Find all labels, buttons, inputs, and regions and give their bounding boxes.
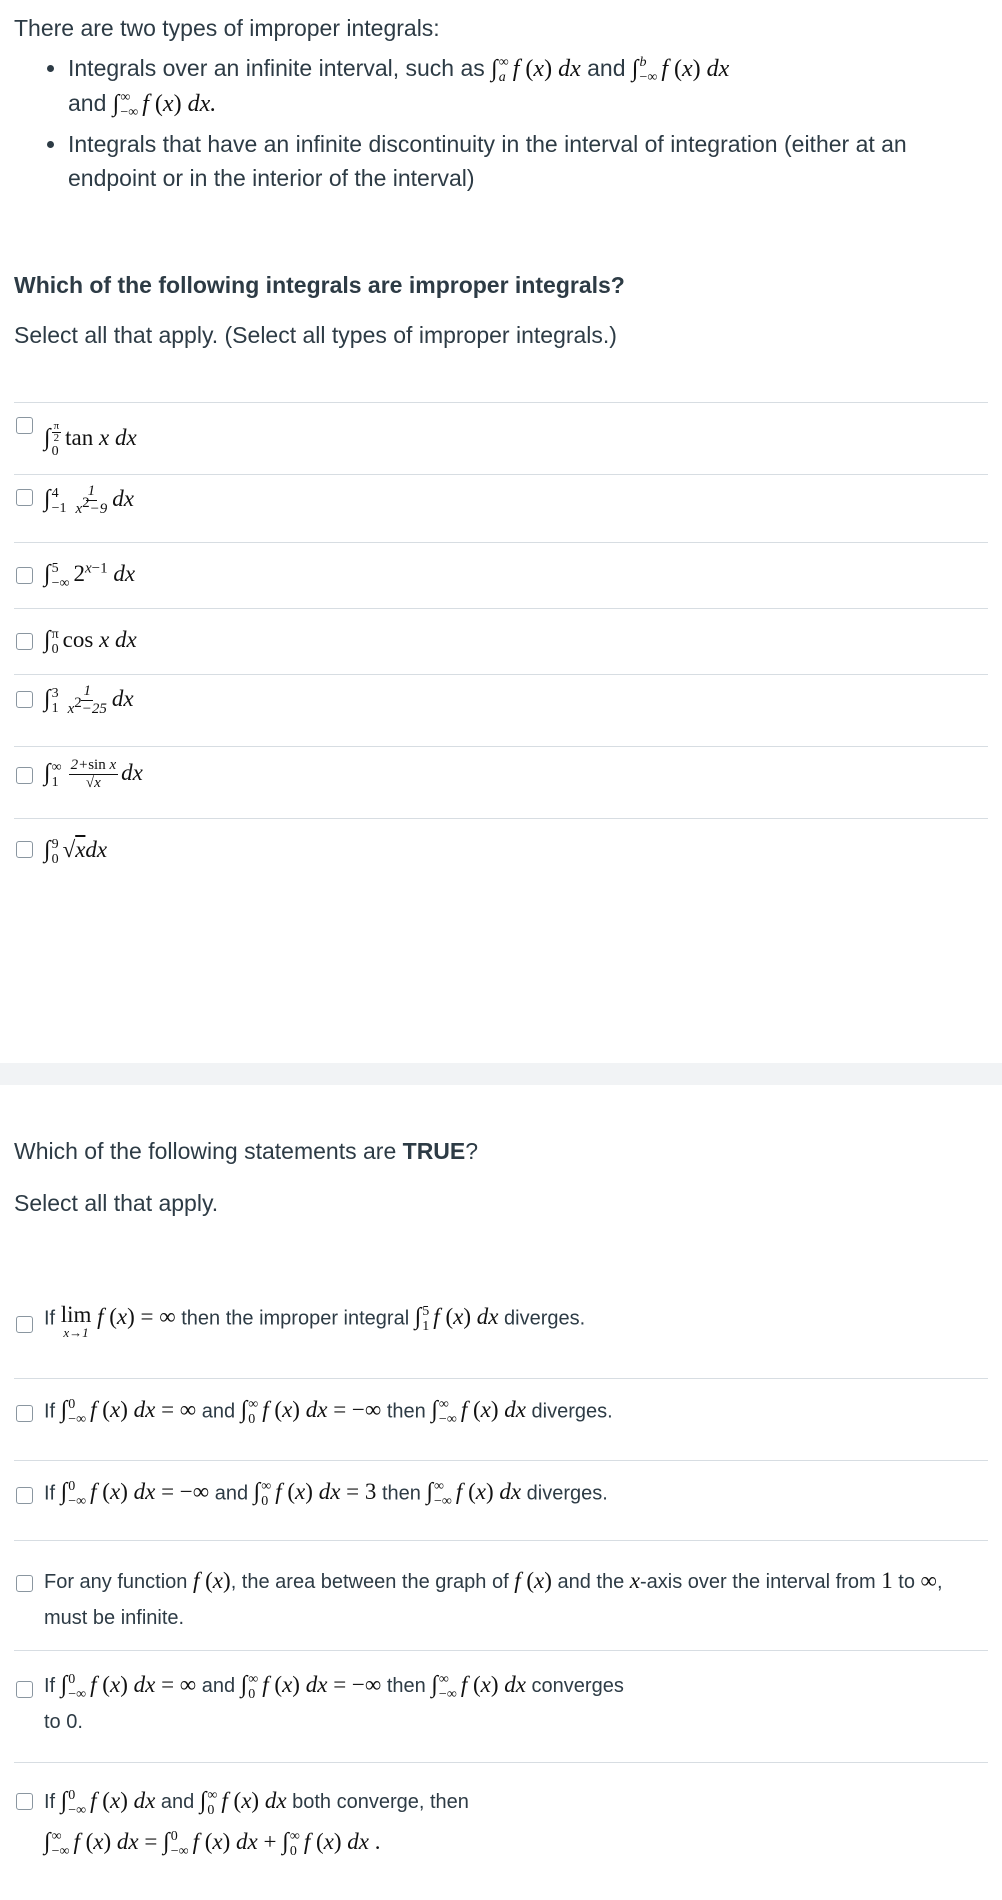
math-expr: ∫ ∞ a f (x) dx [491, 55, 581, 86]
q1-option-4[interactable] [14, 608, 988, 675]
checkbox[interactable] [16, 1487, 33, 1504]
question2-instruction: Select all that apply. [14, 1190, 219, 1216]
q2-option-5[interactable]: If ∫ 0 −∞ f (x) dx = ∞ and ∫ ∞ 0 f (x) dx = −∞ then ∫ ∞ −∞ f (x) dx converges to 0. [14, 1650, 988, 1763]
option-math: ∫ 9 0 √xdx [44, 837, 108, 867]
checkbox[interactable] [16, 1405, 33, 1422]
q2-option-2[interactable]: If ∫ 0 −∞ f (x) dx = ∞ and ∫ ∞ 0 f (x) dx = −∞ then ∫ ∞ −∞ f (x) dx diverges. [14, 1378, 988, 1461]
checkbox[interactable] [16, 417, 33, 434]
checkbox[interactable] [16, 1681, 33, 1698]
q2-option-1[interactable]: If lim x→1 f (x) = ∞ then the improper integral ∫ 5 1 f (x) dx diverges. [14, 1268, 988, 1378]
q2-option-4[interactable]: For any function f (x), the area between the graph of f (x) and the x-axis over the interval from 1 to ∞, must be infinite. [14, 1540, 988, 1651]
option-math: ∫ ∞ 1 $\frac{\text{2+sin x}}{√x}$ dx [44, 757, 143, 791]
intro-list [14, 51, 984, 195]
q2-option-3[interactable]: If ∫ 0 −∞ f (x) dx = −∞ and ∫ ∞ 0 f (x) dx = 3 then ∫ ∞ −∞ f (x) dx diverges. [14, 1460, 988, 1541]
checkbox[interactable] [16, 841, 33, 858]
q1-option-6[interactable] [14, 746, 988, 819]
q1-option-5[interactable] [14, 674, 988, 747]
checkbox[interactable] [16, 489, 33, 506]
q1-option-7[interactable] [14, 818, 988, 889]
intro-bullet-discontinuity: • Integrals that have an infinite discontinuity in the interval of integration (either at an endpoint or in the interior of the interval) [68, 127, 984, 195]
intro-heading: There are two types of improper integrals: [14, 15, 440, 41]
q1-option-2[interactable] [14, 474, 988, 543]
option-math: ∫ 5 −∞ $2^{x-1}$ dx [44, 560, 136, 591]
question1-instruction: Select all that apply. (Select all types of improper integrals.) [14, 322, 617, 348]
question1-title: Which of the following integrals are improper integrals? [14, 272, 625, 298]
question2-title: Which of the following statements are TRUE? [14, 1138, 479, 1164]
checkbox[interactable] [16, 633, 33, 650]
checkbox[interactable] [16, 1793, 33, 1810]
option-math: ∫ 3 1 $\frac{1}{x^2-25}$ dx [44, 683, 134, 717]
checkbox[interactable] [16, 691, 33, 708]
intro-bullet-infinite-interval: • Integrals over an infinite interval, such as ∫ ∞ a f (x) dx and ∫ b −∞ f (x) dx and ∫ ∞ −∞ f (x) dx. [68, 51, 984, 121]
checkbox[interactable] [16, 567, 33, 584]
checkbox[interactable] [16, 767, 33, 784]
option-math: ∫ π 0 cos x dx [44, 627, 137, 657]
q2-option-6[interactable]: If ∫ 0 −∞ f (x) dx and ∫ ∞ 0 f (x) dx both converge, then ∫ ∞ −∞ f (x) dx = ∫ 0 −∞ f (x) dx + ∫ ∞ 0 f (x) dx . [14, 1762, 988, 1893]
option-math: ∫ 4 −1 $\frac{1}{x^2-9}$ dx [44, 483, 134, 517]
intro-section [14, 12, 984, 201]
q1-option-3[interactable] [14, 542, 988, 609]
math-expr: ∫ b −∞ f (x) dx [631, 55, 730, 86]
option-math: ∫ $\frac{\pi}{2}$ 0 tan x dx [44, 420, 137, 459]
checkbox[interactable] [16, 1316, 33, 1333]
checkbox[interactable] [16, 1575, 33, 1592]
math-expr: ∫ ∞ −∞ f (x) dx. [112, 90, 217, 121]
section-divider [0, 1063, 1002, 1085]
q1-option-1[interactable] [14, 402, 988, 475]
